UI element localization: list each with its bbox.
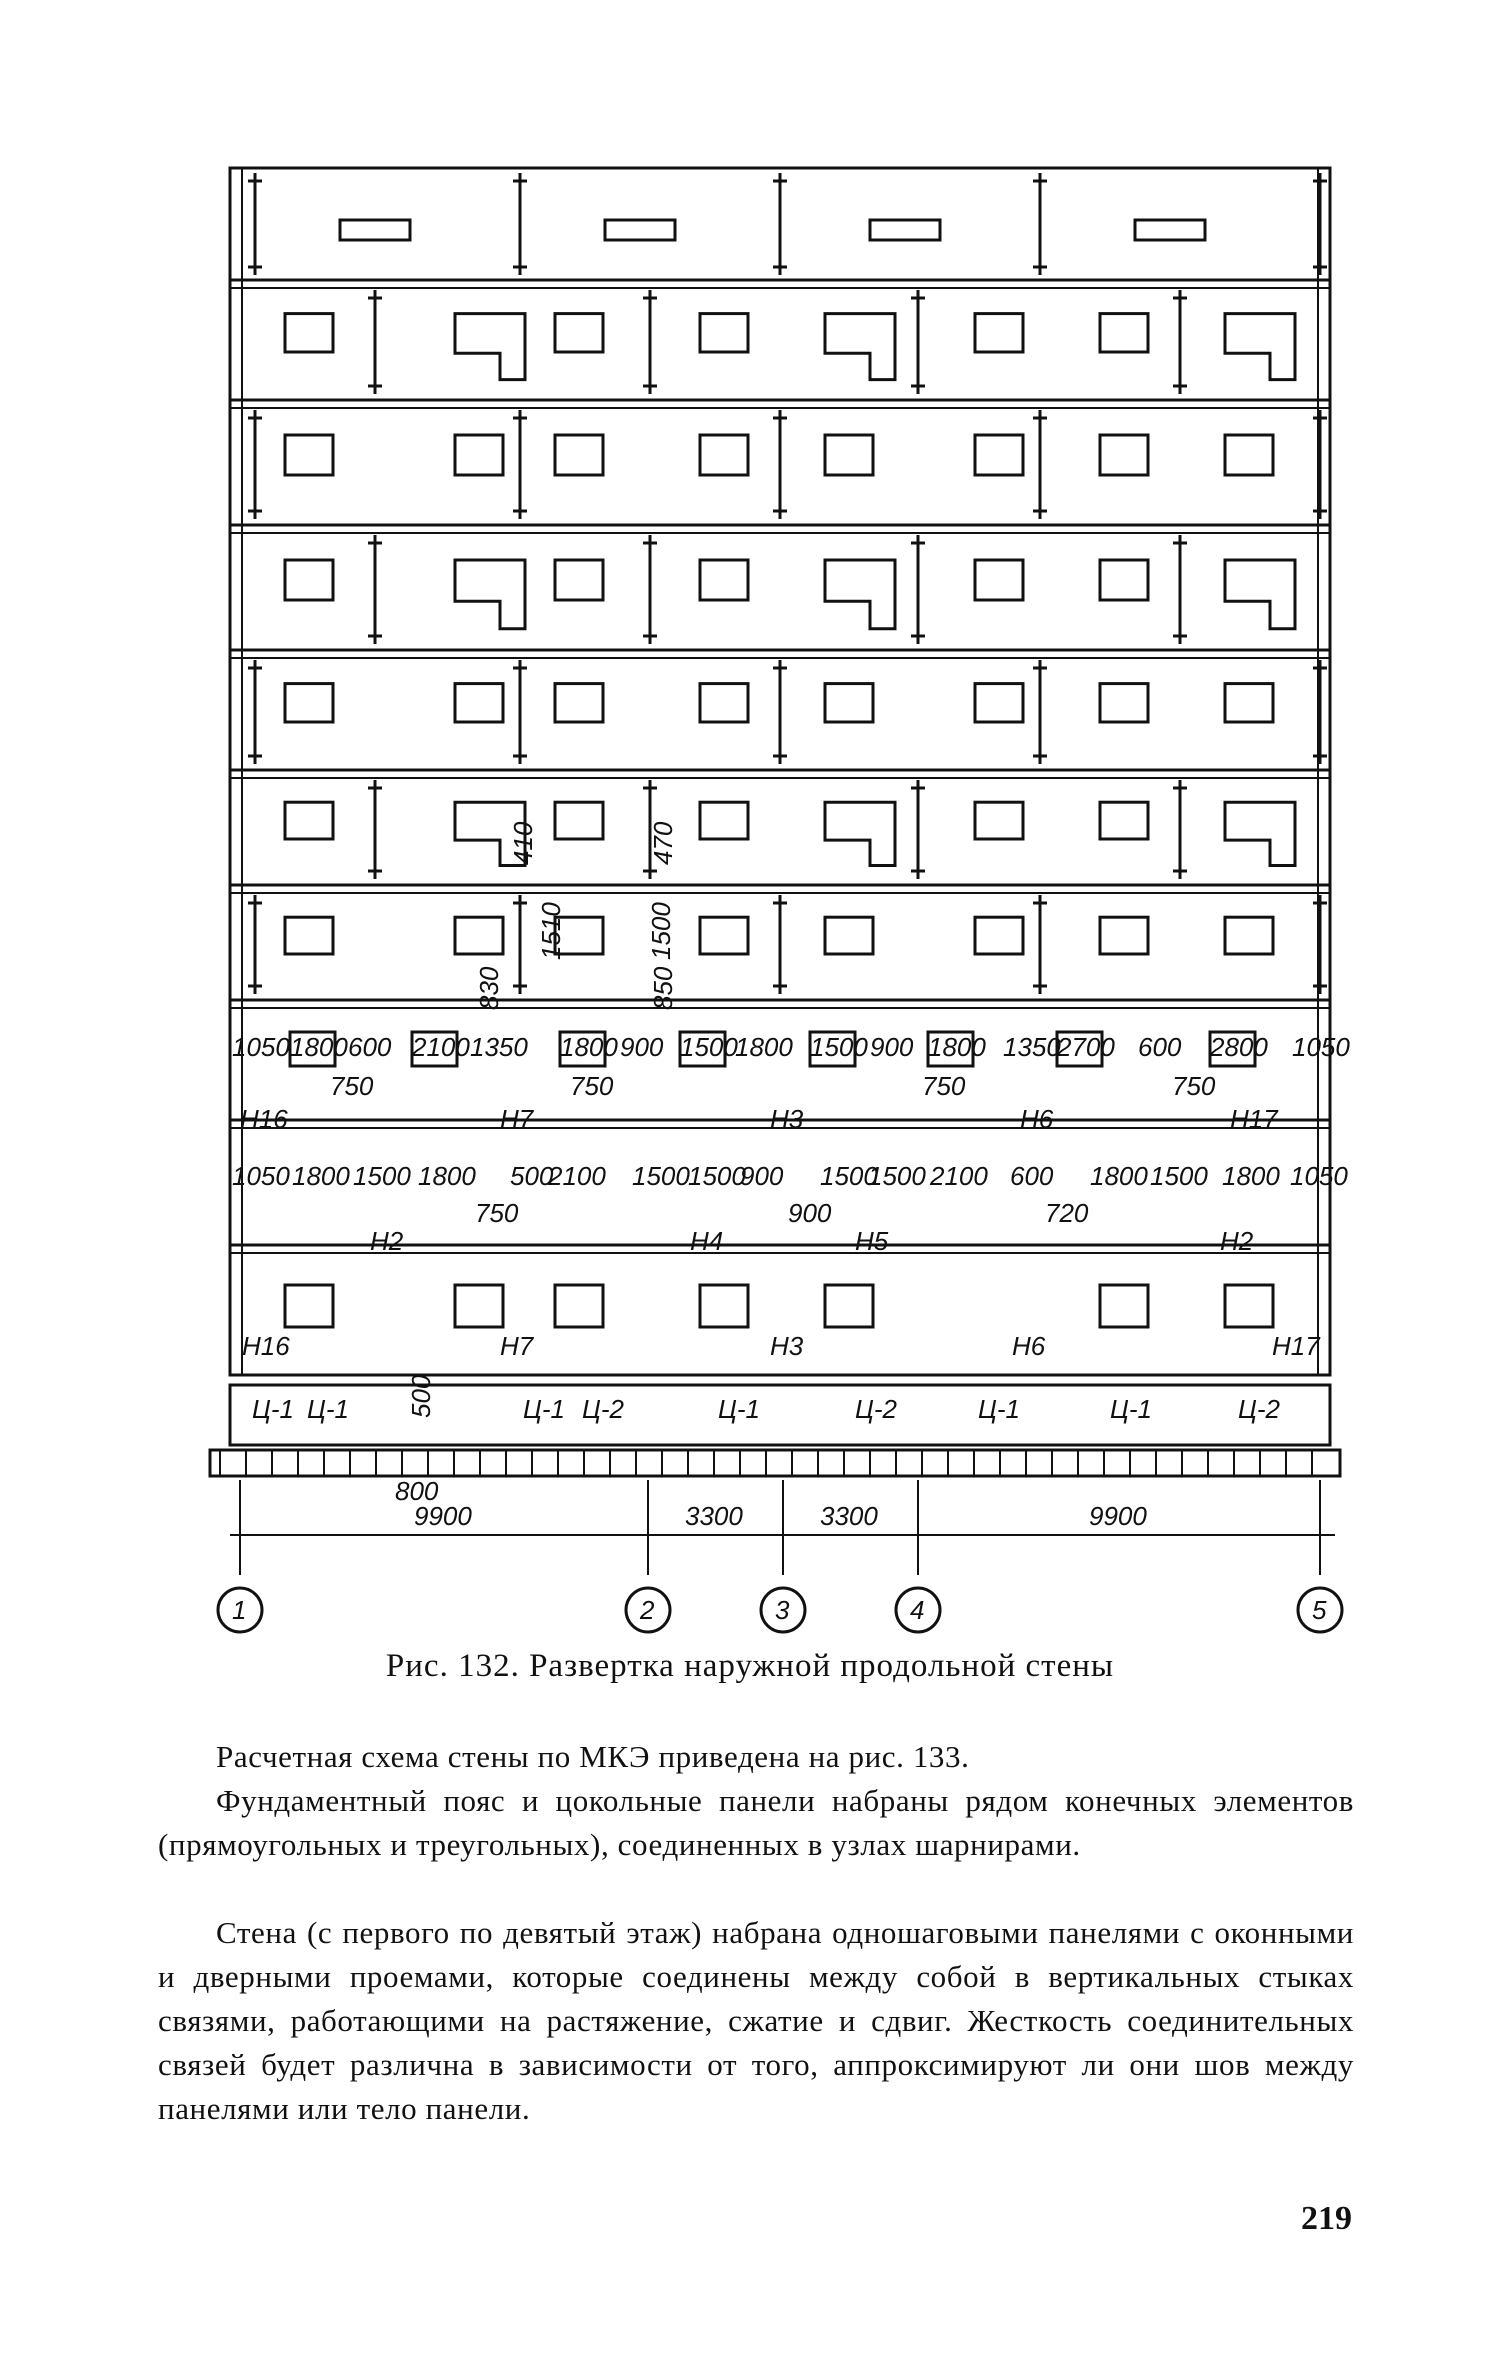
- window-opening: [1100, 802, 1148, 839]
- window-opening: [285, 1285, 333, 1327]
- floor2-dim: 1500: [353, 1161, 411, 1191]
- floor3-dim: 1050: [1292, 1032, 1350, 1062]
- span-dim: 3300: [820, 1501, 878, 1531]
- window-opening: [555, 684, 603, 722]
- plinth-panel-label: Ц-1: [523, 1394, 566, 1424]
- floor2-dim: 600: [1010, 1161, 1054, 1191]
- floor2-dim: 2100: [930, 1161, 988, 1191]
- balcony-door: [825, 802, 895, 865]
- dim-label: 470: [648, 821, 678, 865]
- window-opening: [700, 314, 748, 352]
- plinth-panel-label: Ц-1: [307, 1394, 350, 1424]
- floor3-dim: 1350: [1003, 1032, 1061, 1062]
- window-opening: [700, 1285, 748, 1327]
- window-opening: [825, 435, 873, 475]
- plinth-dim: 800: [395, 1476, 439, 1506]
- window-opening: [1100, 917, 1148, 954]
- figure-caption: Рис. 132. Развертка наружной продольной стены: [385, 1648, 1115, 1684]
- floor2-dim: 1800: [418, 1161, 476, 1191]
- plinth-dim: 500: [406, 1374, 436, 1418]
- plinth-panel-label: Ц-2: [582, 1394, 625, 1424]
- panel-mark: Н17: [1230, 1104, 1278, 1134]
- window-opening: [700, 560, 748, 600]
- floor3-dim: 1800: [560, 1032, 618, 1062]
- paragraph-fem-scheme: Расчетная схема стены по МКЭ приведена на рис. 133.: [216, 1739, 970, 1774]
- balcony-door: [825, 560, 895, 629]
- window-opening: [1100, 1285, 1148, 1327]
- window-opening: [1100, 560, 1148, 600]
- attic-vent: [870, 220, 940, 240]
- window-opening: [555, 560, 603, 600]
- dim-label: 410: [508, 821, 538, 865]
- floor3-dim: 900: [870, 1032, 914, 1062]
- attic-vent: [605, 220, 675, 240]
- span-dim: 9900: [414, 1501, 472, 1531]
- window-opening: [1100, 435, 1148, 475]
- panel-mark: Н2: [1220, 1226, 1254, 1256]
- window-opening: [1225, 917, 1273, 954]
- floor3-dim: 2100: [412, 1032, 470, 1062]
- plinth-panel-label: Ц-1: [1110, 1394, 1153, 1424]
- span-dim: 3300: [685, 1501, 743, 1531]
- window-opening: [285, 560, 333, 600]
- panel-mark: Н6: [1012, 1331, 1046, 1361]
- window-opening: [555, 314, 603, 352]
- window-opening: [1100, 684, 1148, 722]
- window-opening: [455, 917, 503, 954]
- floor2-dim: 720: [1045, 1198, 1089, 1228]
- panel-mark: Н7: [500, 1104, 534, 1134]
- floor2-dim: 1500: [1150, 1161, 1208, 1191]
- floor3-dim: 750: [922, 1071, 966, 1101]
- foundation-strip: [210, 1450, 1340, 1476]
- panel-mark: Н6: [1020, 1104, 1054, 1134]
- window-opening: [455, 435, 503, 475]
- window-opening: [455, 684, 503, 722]
- floor3-dim: 1500: [810, 1032, 868, 1062]
- panel-mark: Н16: [242, 1331, 290, 1361]
- window-opening: [1100, 314, 1148, 352]
- floor2-dim: 900: [788, 1198, 832, 1228]
- floor2-dim: 1500: [632, 1161, 690, 1191]
- panel-mark: Н2: [370, 1226, 404, 1256]
- window-opening: [700, 917, 748, 954]
- floor2-dim: 1800: [1090, 1161, 1148, 1191]
- floor3-dim: 600: [348, 1032, 392, 1062]
- panel-mark: Н3: [770, 1104, 804, 1134]
- window-opening: [975, 314, 1023, 352]
- window-opening: [285, 802, 333, 839]
- axis-label: 5: [1312, 1595, 1327, 1625]
- window-opening: [1225, 684, 1273, 722]
- plinth-panel-label: Ц-2: [1238, 1394, 1281, 1424]
- balcony-door: [455, 314, 525, 380]
- floor3-dim: 750: [570, 1071, 614, 1101]
- paragraph-foundation: Фундаментный пояс и цокольные панели набраны рядом конечных элементов (прямоугольных и треугольных), соединенных в узлах шарнирами.: [158, 1783, 1354, 1862]
- floor3-dim: 750: [1172, 1071, 1216, 1101]
- window-opening: [555, 435, 603, 475]
- window-opening: [700, 802, 748, 839]
- page-number: 219: [1301, 2200, 1352, 2237]
- balcony-door: [1225, 314, 1295, 380]
- balcony-door: [1225, 560, 1295, 629]
- floor3-dim: 1800: [290, 1032, 348, 1062]
- plinth-panel-label: Ц-1: [718, 1394, 761, 1424]
- floor2-dim: 900: [740, 1161, 784, 1191]
- panel-mark: Н3: [770, 1331, 804, 1361]
- window-opening: [825, 917, 873, 954]
- floor2-dim: 1500: [688, 1161, 746, 1191]
- plinth-panel-label: Ц-2: [855, 1394, 898, 1424]
- balcony-door: [825, 314, 895, 380]
- plinth-panel-label: Ц-1: [252, 1394, 295, 1424]
- window-opening: [975, 684, 1023, 722]
- plinth-outline: [230, 1385, 1330, 1445]
- window-opening: [975, 435, 1023, 475]
- dim-label: 1500: [646, 902, 676, 960]
- window-opening: [285, 917, 333, 954]
- floor3-dim: 1050: [232, 1032, 290, 1062]
- attic-vent: [340, 220, 410, 240]
- window-opening: [700, 684, 748, 722]
- window-opening: [455, 1285, 503, 1327]
- panel-mark: Н4: [690, 1226, 724, 1256]
- floor2-dim: 1800: [1222, 1161, 1280, 1191]
- floor2-dim: 750: [475, 1198, 519, 1228]
- paragraph-wall-panels: Стена (с первого по девятый этаж) набрана одношаговыми панелями с оконными и дверными проемами, которые соединены между собой в вертикальных стыках связями, работающими на растяжение, сжатие и сдвиг. Жесткость соединительных связей будет различна в зависимости от того, аппроксимируют ли они шов между панелями или тело панели.: [158, 1915, 1354, 2126]
- floor2-dim: 1050: [1290, 1161, 1348, 1191]
- panel-mark: Н5: [855, 1226, 889, 1256]
- floor2-dim: 1500: [868, 1161, 926, 1191]
- dim-label: 830: [474, 966, 504, 1010]
- floor2-dim: 500: [510, 1161, 554, 1191]
- window-opening: [825, 1285, 873, 1327]
- axis-label: 3: [775, 1595, 790, 1625]
- floor2-dim: 2100: [548, 1161, 606, 1191]
- dim-label: 850: [648, 966, 678, 1010]
- balcony-door: [1225, 802, 1295, 865]
- axis-label: 4: [910, 1595, 925, 1625]
- window-opening: [285, 314, 333, 352]
- floor3-dim: 1800: [735, 1032, 793, 1062]
- panel-mark: Н17: [1272, 1331, 1320, 1361]
- floor3-dim: 1800: [928, 1032, 986, 1062]
- span-dim: 9900: [1089, 1501, 1147, 1531]
- axis-label: 1: [232, 1595, 247, 1625]
- floor3-dim: 2700: [1057, 1032, 1115, 1062]
- window-opening: [555, 1285, 603, 1327]
- floor3-dim: 2800: [1210, 1032, 1268, 1062]
- window-opening: [285, 684, 333, 722]
- window-opening: [1225, 435, 1273, 475]
- axis-label: 2: [640, 1595, 655, 1625]
- floor3-dim: 1350: [470, 1032, 528, 1062]
- plinth-panel-label: Ц-1: [978, 1394, 1021, 1424]
- panel-mark: Н16: [240, 1104, 288, 1134]
- floor2-dim: 1500: [820, 1161, 878, 1191]
- floor2-dim: 1050: [232, 1161, 290, 1191]
- floor3-dim: 900: [620, 1032, 664, 1062]
- floor3-dim: 600: [1138, 1032, 1182, 1062]
- balcony-door: [455, 560, 525, 629]
- window-opening: [285, 435, 333, 475]
- panel-mark: Н7: [500, 1331, 534, 1361]
- window-opening: [975, 802, 1023, 839]
- floor3-dim: 750: [330, 1071, 374, 1101]
- dim-label: 1510: [536, 902, 566, 960]
- window-opening: [1225, 1285, 1273, 1327]
- window-opening: [975, 917, 1023, 954]
- window-opening: [975, 560, 1023, 600]
- window-opening: [825, 684, 873, 722]
- attic-vent: [1135, 220, 1205, 240]
- window-opening: [555, 802, 603, 839]
- floor3-dim: 1500: [680, 1032, 738, 1062]
- window-opening: [700, 435, 748, 475]
- floor2-dim: 1800: [292, 1161, 350, 1191]
